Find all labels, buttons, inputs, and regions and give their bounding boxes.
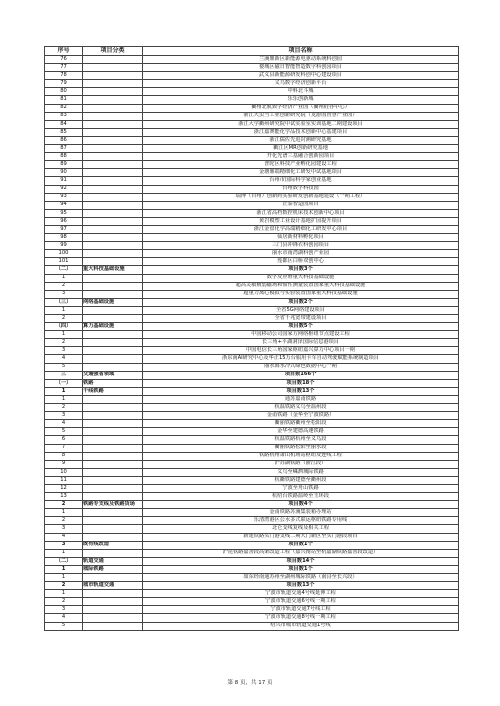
table-row xyxy=(45,234,459,242)
table-row xyxy=(45,242,459,250)
project-table xyxy=(44,46,459,631)
table-row xyxy=(45,169,459,177)
table-row xyxy=(45,468,459,476)
row-number: 3 xyxy=(45,412,83,420)
header-no: 序号 xyxy=(45,47,83,56)
row-project-name: 项目数3个 xyxy=(143,266,459,274)
row-project-name: 如东经南通苏州至湖州城际铁路（南浔至长兴段） xyxy=(143,574,459,582)
row-category xyxy=(83,306,143,314)
row-category xyxy=(83,80,143,88)
table-row xyxy=(45,298,459,306)
row-number: 9 xyxy=(45,460,83,468)
row-category xyxy=(83,517,143,525)
row-category xyxy=(83,533,143,541)
row-number: 90 xyxy=(45,169,83,177)
row-number: 1 xyxy=(45,509,83,517)
row-project-name: 宁波市轨道交通4号线延伸工程 xyxy=(143,590,459,598)
row-category xyxy=(83,209,143,217)
row-category xyxy=(83,363,143,371)
row-project-name: 浙江嘉赛能化学品技术创新中心基建项目 xyxy=(143,128,459,136)
row-category xyxy=(83,153,143,161)
row-category xyxy=(83,242,143,250)
row-number: 1 xyxy=(45,549,83,557)
row-number: 1 xyxy=(45,590,83,598)
row-category xyxy=(83,88,143,96)
header-name: 项目名称 xyxy=(143,47,459,56)
row-project-name: 衢江区MR创新研究基地 xyxy=(143,145,459,153)
row-category xyxy=(83,468,143,476)
row-category xyxy=(83,169,143,177)
table-row xyxy=(45,80,459,88)
row-project-name: 浙江大学衢州研究院中试实验室实训基地二期建设项目 xyxy=(143,120,459,128)
table-row xyxy=(45,145,459,153)
row-project-name: 金塘鼎端精细化工研发中试基地项目 xyxy=(143,169,459,177)
row-number: 2 xyxy=(45,582,83,590)
table-row xyxy=(45,363,459,371)
row-category xyxy=(83,606,143,614)
row-number: 1 xyxy=(45,274,83,282)
table-row xyxy=(45,88,459,96)
row-category xyxy=(83,282,143,290)
row-project-name: 项目数1个 xyxy=(143,565,459,573)
table-row xyxy=(45,476,459,484)
row-number: 77 xyxy=(45,64,83,72)
row-number: 8 xyxy=(45,452,83,460)
row-number: 93 xyxy=(45,193,83,201)
row-category xyxy=(83,185,143,193)
row-category xyxy=(83,339,143,347)
row-number: 85 xyxy=(45,128,83,136)
table-row xyxy=(45,250,459,258)
row-project-name: 超高灵敏极弱磁场和惯性测量装置国家重大科技基础设施 xyxy=(143,282,459,290)
row-number: 84 xyxy=(45,120,83,128)
table-row xyxy=(45,112,459,120)
row-project-name: 浙江省高档数控机床技术创新中心项目 xyxy=(143,209,459,217)
row-project-name: 绍兴市城市轨道交通1号线 xyxy=(143,622,459,630)
row-number: 88 xyxy=(45,153,83,161)
table-row xyxy=(45,460,459,468)
row-project-name: 沪昆铁路嘉善段高架改造工程（嘉兴南站至杭嘉湖铁路嘉善段改造） xyxy=(143,549,459,557)
row-project-name: 金甬铁路（金华至宁波铁路） xyxy=(143,412,459,420)
table-row xyxy=(45,201,459,209)
row-category xyxy=(83,72,143,80)
row-number: 5 xyxy=(45,363,83,371)
row-number: （二） xyxy=(45,266,83,274)
row-number: （三） xyxy=(45,298,83,306)
row-category xyxy=(83,96,143,104)
row-project-name: 乐乐创新城 xyxy=(143,96,459,104)
table-row xyxy=(45,153,459,161)
table-row xyxy=(45,136,459,144)
table-row xyxy=(45,501,459,509)
table-row xyxy=(45,395,459,403)
row-number: （一） xyxy=(45,379,83,387)
row-category xyxy=(83,420,143,428)
row-project-name: 项目数166个 xyxy=(143,371,459,379)
table-row xyxy=(45,436,459,444)
table-row xyxy=(45,371,459,379)
row-category: 交通强省领域 xyxy=(83,371,143,379)
table-row xyxy=(45,387,459,395)
row-project-name: 浙江金盘化学高端精细化工研发中心项目 xyxy=(143,225,459,233)
table-row xyxy=(45,161,459,169)
row-project-name: 台州市国际科学家创业基地 xyxy=(143,177,459,185)
table-row xyxy=(45,484,459,492)
row-number: 2 xyxy=(45,501,83,509)
row-number: 1 xyxy=(45,387,83,395)
table-row xyxy=(45,347,459,355)
table-row xyxy=(45,331,459,339)
row-project-name: 衢丽铁路松阳至丽水段 xyxy=(143,444,459,452)
row-category xyxy=(83,484,143,492)
table-row xyxy=(45,323,459,331)
row-category xyxy=(83,120,143,128)
row-category xyxy=(83,193,143,201)
row-category xyxy=(83,452,143,460)
row-number: 3 xyxy=(45,525,83,533)
row-project-name: 项目数13个 xyxy=(143,582,459,590)
row-number: 1 xyxy=(45,574,83,582)
row-project-name: 台州数字科技园 xyxy=(143,185,459,193)
table-row xyxy=(45,509,459,517)
row-category xyxy=(83,598,143,606)
row-project-name: 宁波市轨道交通7号线工程 xyxy=(143,606,459,614)
table-row xyxy=(45,56,459,64)
row-category xyxy=(83,104,143,112)
row-project-name: 长三角+平湖洞泽国际信息港项目 xyxy=(143,339,459,347)
row-project-name: 仙居新材料孵化项目 xyxy=(143,234,459,242)
row-project-name: 沪苏湖铁路（浙江段） xyxy=(143,460,459,468)
row-category: 城市轨道交通 xyxy=(83,582,143,590)
row-category xyxy=(83,217,143,225)
row-category xyxy=(83,112,143,120)
row-number: 7 xyxy=(45,444,83,452)
row-project-name: 项目数5个 xyxy=(143,323,459,331)
row-project-name: 铁路杭州萧山机场站枢纽及连线工程 xyxy=(143,452,459,460)
row-project-name: 衢丽铁路衢州至松阳段 xyxy=(143,420,459,428)
row-number: 4 xyxy=(45,614,83,622)
table-row xyxy=(45,193,459,201)
row-category: 算力基础设施 xyxy=(83,323,143,331)
table-row xyxy=(45,72,459,80)
row-number: 2 xyxy=(45,282,83,290)
row-project-name: 浙东南AI研究中心及华正15万台服用卡车自动驾驶赋能系统制造项目 xyxy=(143,355,459,363)
table-row xyxy=(45,96,459,104)
row-project-name: 超重力离心模拟与实验装置国家重大科技基础设施 xyxy=(143,290,459,298)
table-row xyxy=(45,444,459,452)
row-category xyxy=(83,614,143,622)
row-category xyxy=(83,258,143,266)
table-row xyxy=(45,128,459,136)
table-row xyxy=(45,104,459,112)
row-number: （二） xyxy=(45,557,83,565)
table-row xyxy=(45,533,459,541)
row-category xyxy=(83,201,143,209)
row-number: 5 xyxy=(45,428,83,436)
table-header-row xyxy=(45,47,459,56)
table-row xyxy=(45,177,459,185)
row-project-name: 宁波市轨道交通6号线一期工程 xyxy=(143,598,459,606)
row-number: 100 xyxy=(45,250,83,258)
row-project-name: 中科北斗城 xyxy=(143,88,459,96)
row-project-name: 开化光谱三基融合创新园项目 xyxy=(143,153,459,161)
row-number: 81 xyxy=(45,96,83,104)
table-row xyxy=(45,420,459,428)
table-row xyxy=(45,412,459,420)
table-row xyxy=(45,355,459,363)
row-project-name: 项目数13个 xyxy=(143,387,459,395)
row-project-name: 宁波至舟山铁路 xyxy=(143,484,459,492)
row-project-name: 正泰智造园项目 xyxy=(143,201,459,209)
row-number: 2 xyxy=(45,517,83,525)
row-project-name: 通苏嘉甬铁路 xyxy=(143,395,459,403)
table-row xyxy=(45,306,459,314)
row-number: 97 xyxy=(45,225,83,233)
row-project-name: 杭衢铁路建德至衢州段 xyxy=(143,476,459,484)
row-category: 城际铁路 xyxy=(83,565,143,573)
row-number: 94 xyxy=(45,201,83,209)
row-number: 13 xyxy=(45,493,83,501)
row-number: 95 xyxy=(45,209,83,217)
row-category xyxy=(83,234,143,242)
row-category xyxy=(83,128,143,136)
row-number: 12 xyxy=(45,484,83,492)
row-number: 11 xyxy=(45,476,83,484)
table-row xyxy=(45,493,459,501)
row-project-name: 全省千兆宽带建设项目 xyxy=(143,315,459,323)
table-row xyxy=(45,379,459,387)
row-number: 2 xyxy=(45,315,83,323)
row-category: 铁路 xyxy=(83,379,143,387)
row-category xyxy=(83,412,143,420)
row-number: 5 xyxy=(45,622,83,630)
row-project-name: 兰溪鼎新区新能源电驱动系统科创园 xyxy=(143,56,459,64)
row-project-name: 项目数4个 xyxy=(143,501,459,509)
table-row xyxy=(45,565,459,573)
row-category xyxy=(83,509,143,517)
row-project-name: 杭绍台铁路温岭至玉环段 xyxy=(143,493,459,501)
row-project-name: 杭温铁路义乌至温州段 xyxy=(143,404,459,412)
row-category xyxy=(83,493,143,501)
table-row xyxy=(45,541,459,549)
row-project-name: 普陀区科技产业孵化园建设工程 xyxy=(143,161,459,169)
row-number: 1 xyxy=(45,565,83,573)
table-row xyxy=(45,225,459,233)
row-number: 89 xyxy=(45,161,83,169)
row-category: 既有线改造 xyxy=(83,541,143,549)
table-row xyxy=(45,282,459,290)
row-number: 1 xyxy=(45,395,83,403)
table-row xyxy=(45,209,459,217)
row-project-name: 丽水海水冷式绿色数据中心一期 xyxy=(143,363,459,371)
row-project-name: 衢州北航数字经济产业园（衢州硅谷中心） xyxy=(143,104,459,112)
table-row xyxy=(45,258,459,266)
row-number: 10 xyxy=(45,468,83,476)
table-row xyxy=(45,574,459,582)
row-category xyxy=(83,574,143,582)
row-category xyxy=(83,161,143,169)
row-category: 网络基础设施 xyxy=(83,298,143,306)
row-number: 3 xyxy=(45,606,83,614)
row-project-name: 项目数1个 xyxy=(143,541,459,549)
row-number: 1 xyxy=(45,331,83,339)
row-number: 3 xyxy=(45,541,83,549)
row-number: 91 xyxy=(45,177,83,185)
row-number: 87 xyxy=(45,145,83,153)
row-category xyxy=(83,395,143,403)
row-number: 80 xyxy=(45,88,83,96)
row-number: 3 xyxy=(45,290,83,298)
row-project-name: 项目数14个 xyxy=(143,557,459,565)
row-project-name: 婺城区磁日智能智造数字科创园项目 xyxy=(143,64,459,72)
row-project-name: 全省5G网络建设项目 xyxy=(143,306,459,314)
row-project-name: 宁波市轨道交通8号线一期工程 xyxy=(143,614,459,622)
row-number: 83 xyxy=(45,112,83,120)
row-project-name: 三门县冲锋衣科创园项目 xyxy=(143,242,459,250)
table-row xyxy=(45,452,459,460)
row-category xyxy=(83,404,143,412)
table-row xyxy=(45,266,459,274)
table-row xyxy=(45,606,459,614)
table-row xyxy=(45,404,459,412)
row-number: （四） xyxy=(45,323,83,331)
row-category xyxy=(83,315,143,323)
row-number: 78 xyxy=(45,72,83,80)
row-category xyxy=(83,436,143,444)
table-body xyxy=(45,56,459,631)
row-number: 101 xyxy=(45,258,83,266)
row-number: 三 xyxy=(45,371,83,379)
row-project-name: 新建铁路头门港支线二期大门新区至头门港段项目 xyxy=(143,533,459,541)
row-project-name: 数字反应堆重大科技基础设施 xyxy=(143,274,459,282)
row-number: 1 xyxy=(45,306,83,314)
row-category xyxy=(83,290,143,298)
table-row xyxy=(45,517,459,525)
header-category: 项目分类 xyxy=(83,47,143,56)
row-number: 6 xyxy=(45,436,83,444)
row-project-name: 乐清湾港区公水多式联运枢纽铁路专用线 xyxy=(143,517,459,525)
table-row xyxy=(45,590,459,598)
row-project-name: 瑞博（台州）创新药实验研发创新基地建设（一期工程） xyxy=(143,193,459,201)
row-number: 86 xyxy=(45,136,83,144)
row-number: 4 xyxy=(45,355,83,363)
row-category xyxy=(83,331,143,339)
row-project-name: 丽水市南湾湖科创产业园 xyxy=(143,250,459,258)
row-category xyxy=(83,590,143,598)
row-number: 2 xyxy=(45,598,83,606)
table-row xyxy=(45,290,459,298)
row-number: 2 xyxy=(45,339,83,347)
table-row xyxy=(45,557,459,565)
row-project-name: 义乌数字经济创新平台 xyxy=(143,80,459,88)
table-row xyxy=(45,525,459,533)
row-category: 干线铁路 xyxy=(83,387,143,395)
table-row xyxy=(45,315,459,323)
table-row xyxy=(45,614,459,622)
row-category xyxy=(83,549,143,557)
row-number: 4 xyxy=(45,533,83,541)
row-category xyxy=(83,428,143,436)
table-row xyxy=(45,582,459,590)
row-number: 92 xyxy=(45,185,83,193)
row-category xyxy=(83,622,143,630)
row-category xyxy=(83,145,143,153)
row-project-name: 杭温铁路杭州至义乌段 xyxy=(143,436,459,444)
row-number: 4 xyxy=(45,420,83,428)
page-footer: 第 8 页，共 17 页 xyxy=(227,680,273,686)
row-category: 轨道交通 xyxy=(83,557,143,565)
row-category xyxy=(83,355,143,363)
row-project-name: 浙江儒佐先进封测研究基地 xyxy=(143,136,459,144)
row-project-name: 武义县新能源研发科创中心建设项目 xyxy=(143,72,459,80)
table-row xyxy=(45,64,459,72)
row-category xyxy=(83,347,143,355)
row-category xyxy=(83,525,143,533)
row-category xyxy=(83,274,143,282)
row-category: 重大科技基础设施 xyxy=(83,266,143,274)
row-category xyxy=(83,225,143,233)
row-number: 3 xyxy=(45,347,83,355)
row-number: 2 xyxy=(45,404,83,412)
row-category: 铁路专支线及铁路货场 xyxy=(83,501,143,509)
row-number: 82 xyxy=(45,104,83,112)
row-project-name: 中国电信长三角国家枢纽嘉兴算力中心项目一期 xyxy=(143,347,459,355)
table-row xyxy=(45,622,459,630)
table-row xyxy=(45,598,459,606)
table-row xyxy=(45,428,459,436)
row-project-name: 项目数18个 xyxy=(143,379,459,387)
row-project-name: 金甬铁路苏溪集装箱办理站 xyxy=(143,509,459,517)
row-project-name: 黄岩模塑工业设计基地扩园提升项目 xyxy=(143,217,459,225)
table-row xyxy=(45,217,459,225)
row-project-name: 中国移动公司国家方网络枢纽节点建设工程 xyxy=(143,331,459,339)
row-category xyxy=(83,460,143,468)
row-number: 99 xyxy=(45,242,83,250)
row-category xyxy=(83,476,143,484)
table-row xyxy=(45,185,459,193)
row-project-name: 项目数2个 xyxy=(143,298,459,306)
row-category xyxy=(83,250,143,258)
row-project-name: 北仑支线复线及相关工程 xyxy=(143,525,459,533)
row-project-name: 莲都区白桥双创中心 xyxy=(143,258,459,266)
table-row xyxy=(45,274,459,282)
row-category xyxy=(83,136,143,144)
table-row xyxy=(45,120,459,128)
table-row xyxy=(45,549,459,557)
row-project-name: 义乌至嵊泗城际铁路 xyxy=(143,468,459,476)
table-row xyxy=(45,339,459,347)
row-project-name: 金华至建德高速铁路 xyxy=(143,428,459,436)
row-project-name: 浙江大虫当工业创新研究院（龙游国智慧产业园） xyxy=(143,112,459,120)
row-number: 96 xyxy=(45,217,83,225)
row-category xyxy=(83,56,143,64)
row-category xyxy=(83,177,143,185)
row-number: 98 xyxy=(45,234,83,242)
row-category xyxy=(83,444,143,452)
row-number: 76 xyxy=(45,56,83,64)
row-category xyxy=(83,64,143,72)
row-number: 79 xyxy=(45,80,83,88)
